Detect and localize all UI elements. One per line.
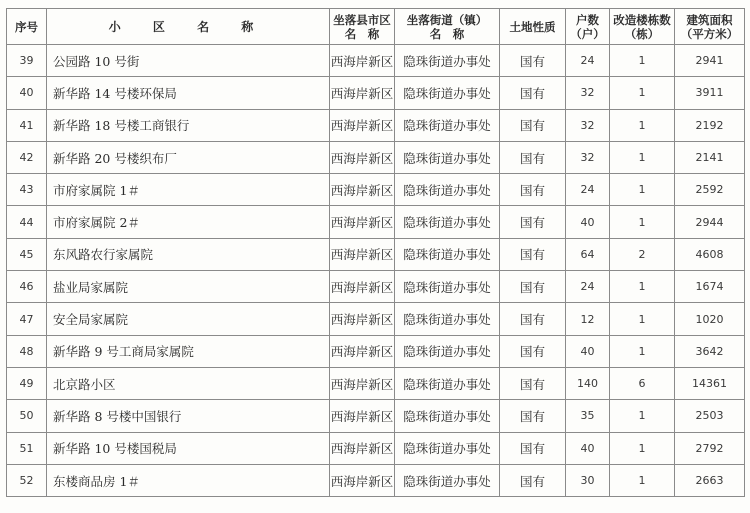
- header-district-line1: 坐落县市区: [333, 12, 391, 27]
- cell-no: 50: [7, 400, 47, 432]
- cell-households: 64: [566, 238, 610, 270]
- cell-floor-area: 14361: [675, 367, 745, 399]
- header-buildings-line2: （栋）: [624, 26, 660, 41]
- table-row: [7, 335, 745, 367]
- cell-district: 西海岸新区: [330, 238, 395, 270]
- header-street: [395, 9, 500, 45]
- cell-land-type: 国有: [500, 45, 566, 77]
- cell-street: 隐珠街道办事处: [395, 141, 500, 173]
- cell-no: 39: [7, 45, 47, 77]
- header-no: 序号: [7, 9, 47, 45]
- cell-no: 47: [7, 303, 47, 335]
- header-floor-area: [675, 9, 745, 45]
- cell-buildings: 1: [610, 432, 675, 464]
- cell-district: 西海岸新区: [330, 400, 395, 432]
- cell-estate-name: 新华路 9 号工商局家属院: [47, 335, 330, 367]
- cell-land-type: 国有: [500, 303, 566, 335]
- cell-district: 西海岸新区: [330, 77, 395, 109]
- cell-no: 42: [7, 141, 47, 173]
- cell-street: 隐珠街道办事处: [395, 303, 500, 335]
- cell-land-type: 国有: [500, 174, 566, 206]
- cell-street: 隐珠街道办事处: [395, 335, 500, 367]
- cell-no: 46: [7, 271, 47, 303]
- cell-estate-name: 北京路小区: [47, 367, 330, 399]
- cell-buildings: 1: [610, 45, 675, 77]
- cell-estate-name: 东楼商品房 1＃: [47, 464, 330, 496]
- cell-floor-area: 4608: [675, 238, 745, 270]
- cell-district: 西海岸新区: [330, 367, 395, 399]
- cell-buildings: 1: [610, 400, 675, 432]
- cell-estate-name: 市府家属院 2＃: [47, 206, 330, 238]
- cell-households: 40: [566, 206, 610, 238]
- header-district: [330, 9, 395, 45]
- cell-district: 西海岸新区: [330, 335, 395, 367]
- table-row: [7, 367, 745, 399]
- cell-street: 隐珠街道办事处: [395, 206, 500, 238]
- cell-land-type: 国有: [500, 77, 566, 109]
- cell-floor-area: 2141: [675, 141, 745, 173]
- table-row: [7, 400, 745, 432]
- cell-district: 西海岸新区: [330, 174, 395, 206]
- cell-buildings: 1: [610, 174, 675, 206]
- table-header: [7, 9, 745, 45]
- cell-buildings: 1: [610, 77, 675, 109]
- cell-district: 西海岸新区: [330, 45, 395, 77]
- cell-floor-area: 2792: [675, 432, 745, 464]
- cell-street: 隐珠街道办事处: [395, 367, 500, 399]
- cell-buildings: 2: [610, 238, 675, 270]
- cell-district: 西海岸新区: [330, 464, 395, 496]
- table-row: [7, 109, 745, 141]
- header-estate-name: 小 区 名 称: [47, 9, 330, 45]
- cell-no: 45: [7, 238, 47, 270]
- cell-buildings: 1: [610, 141, 675, 173]
- cell-no: 48: [7, 335, 47, 367]
- cell-households: 32: [566, 77, 610, 109]
- cell-no: 43: [7, 174, 47, 206]
- cell-households: 24: [566, 45, 610, 77]
- cell-street: 隐珠街道办事处: [395, 174, 500, 206]
- table-row: [7, 174, 745, 206]
- cell-buildings: 1: [610, 464, 675, 496]
- header-households-line2: （户）: [570, 26, 605, 41]
- table-row: [7, 464, 745, 496]
- cell-floor-area: 2663: [675, 464, 745, 496]
- cell-households: 24: [566, 271, 610, 303]
- cell-street: 隐珠街道办事处: [395, 109, 500, 141]
- cell-households: 32: [566, 141, 610, 173]
- cell-households: 40: [566, 432, 610, 464]
- cell-land-type: 国有: [500, 238, 566, 270]
- cell-land-type: 国有: [500, 206, 566, 238]
- cell-estate-name: 新华路 18 号楼工商银行: [47, 109, 330, 141]
- cell-households: 32: [566, 109, 610, 141]
- cell-land-type: 国有: [500, 271, 566, 303]
- cell-estate-name: 市府家属院 1＃: [47, 174, 330, 206]
- cell-district: 西海岸新区: [330, 109, 395, 141]
- cell-estate-name: 新华路 14 号楼环保局: [47, 77, 330, 109]
- cell-buildings: 1: [610, 271, 675, 303]
- cell-buildings: 6: [610, 367, 675, 399]
- header-buildings: [610, 9, 675, 45]
- table-row: [7, 141, 745, 173]
- cell-estate-name: 新华路 10 号楼国税局: [47, 432, 330, 464]
- cell-households: 24: [566, 174, 610, 206]
- cell-floor-area: 3642: [675, 335, 745, 367]
- cell-street: 隐珠街道办事处: [395, 464, 500, 496]
- cell-floor-area: 2944: [675, 206, 745, 238]
- table-row: [7, 271, 745, 303]
- table-row: [7, 238, 745, 270]
- cell-land-type: 国有: [500, 109, 566, 141]
- table-row: [7, 77, 745, 109]
- cell-no: 52: [7, 464, 47, 496]
- header-land-type: 土地性质: [500, 9, 566, 45]
- header-street-line2: 名 称: [429, 26, 465, 41]
- cell-street: 隐珠街道办事处: [395, 45, 500, 77]
- header-row: [7, 9, 745, 45]
- cell-no: 49: [7, 367, 47, 399]
- cell-land-type: 国有: [500, 335, 566, 367]
- cell-street: 隐珠街道办事处: [395, 77, 500, 109]
- cell-households: 35: [566, 400, 610, 432]
- header-area-line2: （平方米）: [680, 26, 739, 41]
- header-households-line1: 户数: [576, 12, 599, 27]
- cell-floor-area: 1020: [675, 303, 745, 335]
- cell-no: 41: [7, 109, 47, 141]
- cell-floor-area: 3911: [675, 77, 745, 109]
- cell-households: 40: [566, 335, 610, 367]
- cell-estate-name: 新华路 8 号楼中国银行: [47, 400, 330, 432]
- cell-land-type: 国有: [500, 432, 566, 464]
- header-street-line1: 坐落街道（镇）: [406, 12, 488, 27]
- cell-land-type: 国有: [500, 141, 566, 173]
- cell-households: 140: [566, 367, 610, 399]
- cell-estate-name: 盐业局家属院: [47, 271, 330, 303]
- cell-no: 44: [7, 206, 47, 238]
- cell-district: 西海岸新区: [330, 206, 395, 238]
- cell-floor-area: 1674: [675, 271, 745, 303]
- cell-floor-area: 2503: [675, 400, 745, 432]
- cell-buildings: 1: [610, 335, 675, 367]
- cell-street: 隐珠街道办事处: [395, 238, 500, 270]
- cell-floor-area: 2592: [675, 174, 745, 206]
- cell-buildings: 1: [610, 303, 675, 335]
- header-households: [566, 9, 610, 45]
- cell-estate-name: 公园路 10 号街: [47, 45, 330, 77]
- cell-estate-name: 安全局家属院: [47, 303, 330, 335]
- cell-buildings: 1: [610, 206, 675, 238]
- cell-district: 西海岸新区: [330, 271, 395, 303]
- header-area-line1: 建筑面积: [686, 12, 733, 27]
- header-district-line2: 名 称: [344, 26, 380, 41]
- cell-land-type: 国有: [500, 367, 566, 399]
- table-row: [7, 45, 745, 77]
- cell-street: 隐珠街道办事处: [395, 432, 500, 464]
- residential-estate-table: [6, 8, 745, 497]
- table-row: [7, 206, 745, 238]
- cell-no: 40: [7, 77, 47, 109]
- cell-estate-name: 新华路 20 号楼织布厂: [47, 141, 330, 173]
- cell-buildings: 1: [610, 109, 675, 141]
- table-row: [7, 303, 745, 335]
- cell-estate-name: 东风路农行家属院: [47, 238, 330, 270]
- table-body: [7, 45, 745, 497]
- table-row: [7, 432, 745, 464]
- cell-district: 西海岸新区: [330, 141, 395, 173]
- header-buildings-line1: 改造楼栋数: [613, 12, 671, 27]
- cell-land-type: 国有: [500, 464, 566, 496]
- cell-households: 12: [566, 303, 610, 335]
- cell-land-type: 国有: [500, 400, 566, 432]
- cell-district: 西海岸新区: [330, 432, 395, 464]
- cell-floor-area: 2192: [675, 109, 745, 141]
- cell-floor-area: 2941: [675, 45, 745, 77]
- cell-no: 51: [7, 432, 47, 464]
- cell-street: 隐珠街道办事处: [395, 400, 500, 432]
- cell-street: 隐珠街道办事处: [395, 271, 500, 303]
- cell-district: 西海岸新区: [330, 303, 395, 335]
- cell-households: 30: [566, 464, 610, 496]
